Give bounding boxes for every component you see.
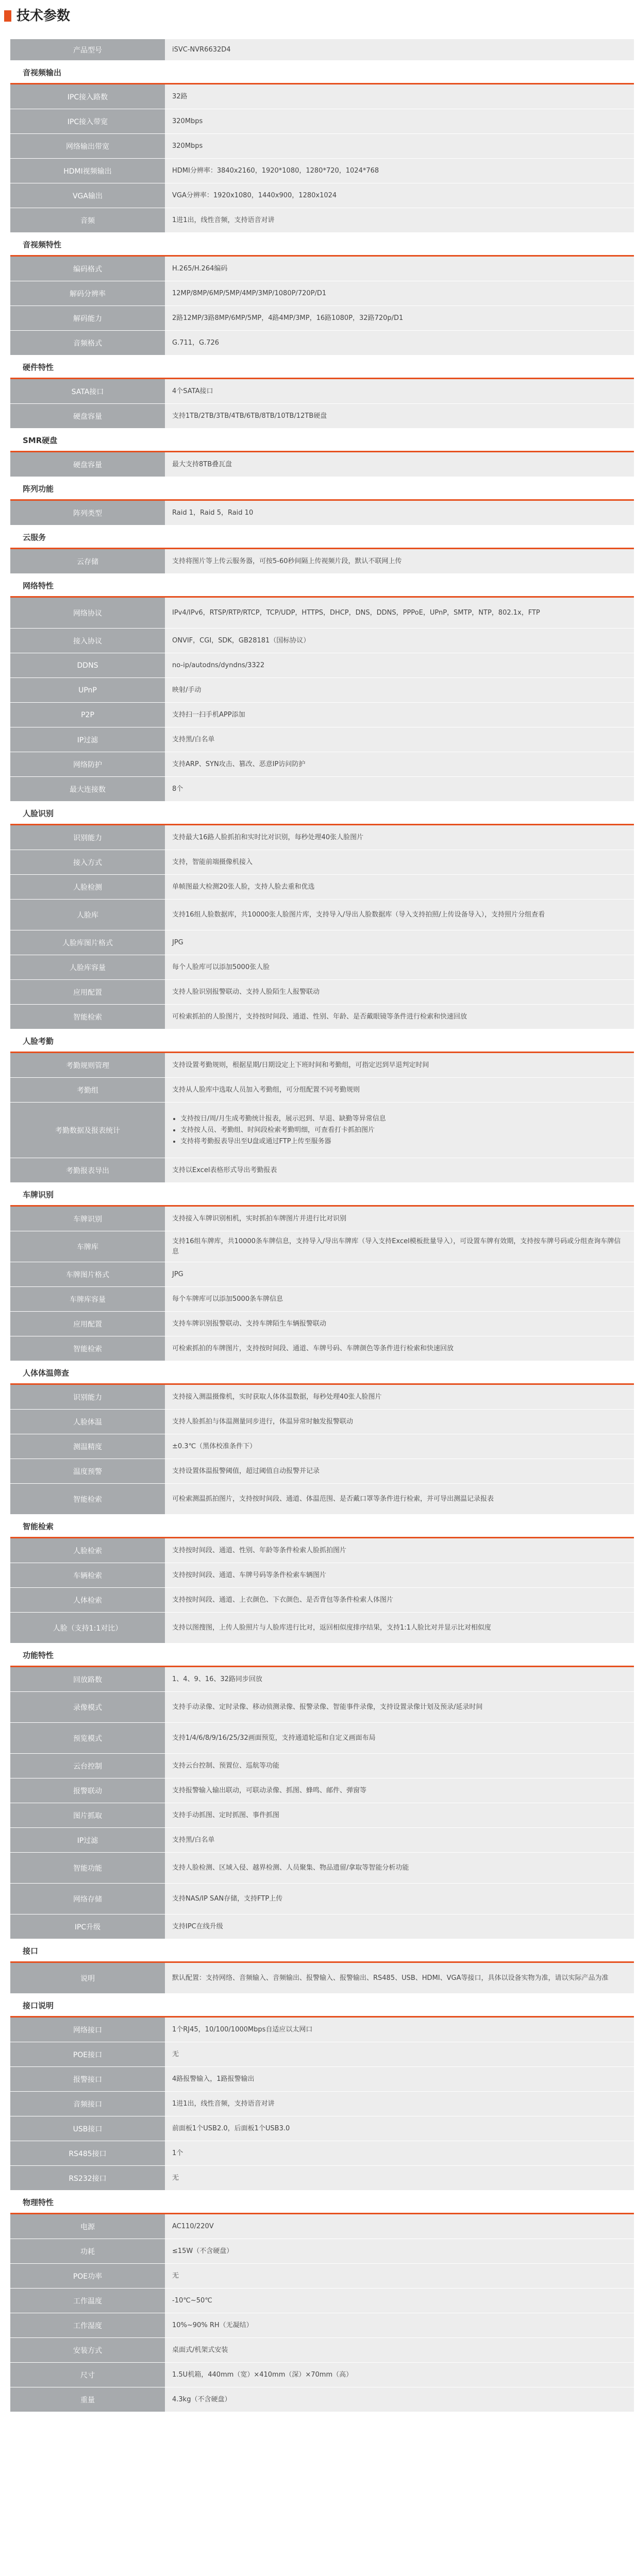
spec-value: 支持以Excel表格形式导出考勤报表 [165,1158,634,1182]
spec-value: 支持将图片等上传云服务器，可按5-60秒间隔上传视频片段，默认不联网上传 [165,549,634,573]
section-title: 接口 [10,1939,634,1963]
spec-label: 接入协议 [10,629,165,653]
spec-value: HDMI分辨率：3840x2160，1920*1080，1280*720，1024*768 [165,159,634,183]
spec-row [10,1207,634,1231]
spec-row [10,208,634,233]
spec-label: 人脸检索 [10,1538,165,1563]
spec-row [10,850,634,875]
spec-value: 1进1出，线性音频，支持语音对讲 [165,208,634,232]
spec-value: -10℃~50℃ [165,2289,634,2313]
spec-value: 每个车牌库可以添加5000条车牌信息 [165,1287,634,1311]
spec-row [10,1053,634,1078]
spec-row [10,159,634,183]
spec-label: 安装方式 [10,2338,165,2362]
spec-label: 音频 [10,208,165,232]
spec-label: 人脸库 [10,900,165,930]
spec-value: 支持16组人脸数据库，共10000张人脸图片库，支持导入/导出人脸数据库（导入支持拍照/上传设备导入），支持照片分组查看 [165,900,634,930]
spec-label: 考勤数据及报表统计 [10,1103,165,1158]
spec-label: 人体检索 [10,1588,165,1612]
spec-label: 重量 [10,2387,165,2412]
spec-label: 编码格式 [10,257,165,281]
spec-label: 阵列类型 [10,501,165,525]
spec-label: 车牌库 [10,1231,165,1262]
spec-row [10,134,634,159]
spec-value: 4.3kg（不含硬盘） [165,2387,634,2412]
spec-value: 每个人脸库可以添加5000张人脸 [165,955,634,979]
spec-label: 尺寸 [10,2363,165,2387]
spec-row [10,2116,634,2141]
spec-row [10,2018,634,2042]
spec-label: 云台控制 [10,1754,165,1778]
spec-section [10,1939,634,1994]
spec-section [10,1361,634,1515]
spec-value: 可检索抓拍的人脸图片，支持按时间段、通道、性别、年龄、是否戴眼镜等条件进行检索和快速回放 [165,1005,634,1029]
spec-label: IP过滤 [10,1828,165,1852]
spec-value: ≤15W（不含硬盘） [165,2239,634,2263]
spec-label: 人脸库容量 [10,955,165,979]
spec-label: 工作温度 [10,2289,165,2313]
section-title: 阵列功能 [10,477,634,501]
spec-label: 最大连接数 [10,777,165,801]
spec-value: 支持按时间段、通道、上衣颜色、下衣颜色、是否背包等条件检索人体图片 [165,1588,634,1612]
spec-value-list [172,1113,386,1148]
spec-value: 32路 [165,84,634,109]
spec-value: 支持黑/白名单 [165,1828,634,1852]
spec-row [10,930,634,955]
spec-label: 应用配置 [10,1312,165,1336]
spec-value: 支持接入车牌识别相机，实时抓拍车牌图片并进行比对识别 [165,1207,634,1231]
section-title: SMR硬盘 [10,429,634,452]
spec-value: 桌面式/机架式安装 [165,2338,634,2362]
spec-value: 支持云台控制、预置位、巡航等功能 [165,1754,634,1778]
spec-row [10,1459,634,1484]
spec-value: 无 [165,2042,634,2066]
spec-value: G.711，G.726 [165,331,634,355]
spec-label: 考勤规则管理 [10,1053,165,1077]
spec-label: 车辆检索 [10,1563,165,1587]
spec-section [10,1183,634,1361]
spec-label: 图片抓取 [10,1803,165,1827]
spec-row [10,257,634,281]
spec-row [10,1103,634,1158]
spec-value: Raid 1，Raid 5，Raid 10 [165,501,634,525]
spec-label: POE接口 [10,2042,165,2066]
spec-row [10,900,634,930]
spec-label: 智能检索 [10,1005,165,1029]
spec-row [10,452,634,477]
spec-label: IPC升级 [10,1914,165,1939]
spec-label: 预览模式 [10,1723,165,1753]
spec-label: 考勤报表导出 [10,1158,165,1182]
spec-row [10,2092,634,2116]
spec-row [10,1484,634,1515]
spec-value: 10%~90% RH（无凝结） [165,2313,634,2337]
spec-row [10,2067,634,2092]
spec-row [10,1613,634,1643]
page-title-bar [0,0,636,29]
spec-value: 1个 [165,2141,634,2165]
spec-value: 支持接入测温摄像机，实时获取人体体温数据，每秒处理40张人脸图片 [165,1385,634,1409]
spec-label: 云存储 [10,549,165,573]
spec-label: 测温精度 [10,1434,165,1459]
spec-row [10,752,634,777]
spec-section [10,355,634,429]
spec-value: 支持，智能前端摄像机接入 [165,850,634,874]
spec-label: RS485接口 [10,2141,165,2165]
spec-row [10,703,634,727]
spec-label: 回放路数 [10,1667,165,1691]
spec-row [10,1803,634,1828]
spec-value: 支持1TB/2TB/3TB/4TB/6TB/8TB/10TB/12TB硬盘 [165,404,634,428]
spec-label: 智能检索 [10,1484,165,1514]
spec-value: AC110/220V [165,2214,634,2239]
spec-label: 智能功能 [10,1853,165,1883]
spec-value: 无 [165,2166,634,2190]
spec-label: 应用配置 [10,980,165,1004]
spec-row [10,2289,634,2313]
spec-section [10,1515,634,1643]
spec-row [10,1262,634,1287]
spec-value: 支持按时间段、通道、性别、年龄等条件检索人脸抓拍图片 [165,1538,634,1563]
spec-label: UPnP [10,678,165,702]
spec-label: DDNS [10,653,165,677]
spec-value: 支持设置体温报警阈值，超过阈值自动报警并记录 [165,1459,634,1483]
spec-row [10,1410,634,1434]
spec-row [10,1005,634,1029]
section-title: 音视频输出 [10,61,634,84]
spec-label: 接入方式 [10,850,165,874]
spec-value: 320Mbps [165,134,634,158]
spec-label: 人脸体温 [10,1410,165,1434]
spec-section [10,39,634,61]
spec-label: POE功率 [10,2264,165,2288]
spec-value: ONVIF，CGI，SDK，GB28181（国标协议） [165,629,634,653]
spec-row [10,727,634,752]
spec-row [10,109,634,134]
spec-section [10,233,634,355]
spec-value: 2路12MP/3路8MP/6MP/5MP，4路4MP/3MP，16路1080P，32路720p/D1 [165,306,634,330]
spec-value: 支持从人脸库中选取人员加入考勤组，可分组配置不同考勤规则 [165,1078,634,1102]
spec-row [10,2239,634,2264]
spec-value: 4路报警输入，1路报警输出 [165,2067,634,2091]
spec-row [10,2313,634,2338]
spec-label: SATA接口 [10,379,165,403]
section-title: 接口说明 [10,1994,634,2018]
spec-label: 解码能力 [10,306,165,330]
spec-row [10,1434,634,1459]
section-title: 硬件特性 [10,355,634,379]
spec-label: 硬盘容量 [10,404,165,428]
spec-row [10,2363,634,2387]
section-title: 网络特性 [10,574,634,598]
spec-row [10,980,634,1005]
spec-row [10,2387,634,2412]
spec-value: 可检索抓拍的车牌图片，支持按时间段、通道、车牌号码、车牌颜色等条件进行检索和快速回放 [165,1336,634,1361]
spec-label: 识别能力 [10,825,165,850]
spec-label: 人脸（支持1:1对比） [10,1613,165,1643]
spec-row [10,955,634,980]
spec-table [10,39,634,2412]
section-title: 功能特性 [10,1643,634,1667]
spec-value: 支持IPC在线升级 [165,1914,634,1939]
spec-label: HDMI视频输出 [10,159,165,183]
spec-row [10,404,634,429]
spec-label: 人脸库图片格式 [10,930,165,955]
section-title: 人脸考勤 [10,1029,634,1053]
spec-row [10,1754,634,1778]
spec-section [10,429,634,477]
spec-label: 报警联动 [10,1778,165,1803]
spec-value: 无 [165,2264,634,2288]
spec-row [10,1231,634,1262]
spec-label: 音频接口 [10,2092,165,2116]
spec-label: 功耗 [10,2239,165,2263]
spec-value: 1、4、9、16、32路同步回放 [165,1667,634,1691]
spec-value: 支持设置考勤规则，根据星期/日期设定上下班时间和考勤组，可指定迟到早退判定时间 [165,1053,634,1077]
spec-label: 网络输出带宽 [10,134,165,158]
spec-value: 支持人脸识别报警联动、支持人脸陌生人报警联动 [165,980,634,1004]
spec-section [10,574,634,802]
spec-row [10,1336,634,1361]
spec-label: 考勤组 [10,1078,165,1102]
spec-row [10,331,634,355]
spec-row [10,501,634,526]
spec-row [10,379,634,404]
section-title: 智能检索 [10,1515,634,1538]
spec-row [10,825,634,850]
spec-value [165,1103,634,1158]
spec-label: 网络防护 [10,752,165,776]
spec-row [10,306,634,331]
spec-value: 4个SATA接口 [165,379,634,403]
spec-row [10,1778,634,1803]
spec-row [10,1287,634,1312]
spec-label: 智能检索 [10,1336,165,1361]
spec-value: 映射/手动 [165,678,634,702]
spec-row [10,1667,634,1692]
spec-label: 解码分辨率 [10,281,165,306]
spec-row [10,875,634,900]
spec-value: 1个RJ45，10/100/1000Mbps自适应以太网口 [165,2018,634,2042]
spec-value: 支持以图搜图，上传人脸照片与人脸库进行比对，返回相似度排序结果，支持1:1人脸比对并显示比对相似度 [165,1613,634,1643]
spec-value: no-ip/autodns/dyndns/3322 [165,653,634,677]
spec-label: 温度预警 [10,1459,165,1483]
spec-row [10,1312,634,1336]
spec-value: 支持人脸检测、区域入侵、越界检测、人员聚集、物品遗留/拿取等智能分析功能 [165,1853,634,1883]
spec-row [10,1158,634,1183]
spec-label: 网络协议 [10,598,165,628]
spec-value: 支持16组车牌库，共10000条车牌信息，支持导入/导出车牌库（导入支持Excel模板批量导入），可设置车牌有效期，支持按车牌号码或分组查询车牌信息 [165,1231,634,1262]
spec-row [10,39,634,61]
spec-value: 支持最大16路人脸抓拍和实时比对识别，每秒处理40张人脸图片 [165,825,634,850]
spec-section [10,1994,634,2191]
spec-label: 车牌库容量 [10,1287,165,1311]
spec-section [10,61,634,233]
spec-value: 12MP/8MP/6MP/5MP/4MP/3MP/1080P/720P/D1 [165,281,634,306]
spec-value: 最大支持8TB叠瓦盘 [165,452,634,477]
section-title: 云服务 [10,526,634,549]
spec-section [10,477,634,526]
section-title: 人体体温筛查 [10,1361,634,1385]
spec-row [10,183,634,208]
spec-section [10,1643,634,1939]
spec-value: JPG [165,1262,634,1286]
section-title: 人脸识别 [10,802,634,825]
spec-row [10,2042,634,2067]
spec-value: JPG [165,930,634,955]
spec-value: 支持NAS/IP SAN存储，支持FTP上传 [165,1884,634,1914]
spec-row [10,629,634,653]
spec-label: 车牌识别 [10,1207,165,1231]
spec-row [10,777,634,802]
spec-row [10,549,634,574]
spec-value: 支持手动抓图、定时抓图、事件抓图 [165,1803,634,1827]
spec-value: 支持黑/白名单 [165,727,634,752]
spec-row [10,1853,634,1884]
spec-label: VGA输出 [10,183,165,208]
spec-value: 支持手动录像、定时录像、移动侦测录像、报警录像、智能事件录像，支持设置录像计划及预录/延录时间 [165,1692,634,1722]
spec-value: 支持报警输入输出联动，可联动录像、抓图、蜂鸣、邮件、弹窗等 [165,1778,634,1803]
spec-label: 报警接口 [10,2067,165,2091]
spec-value-item: • 支持将考勤报表导出至U盘或通过FTP上传至服务器 [180,1137,386,1147]
spec-label: 产品型号 [10,39,165,60]
spec-row [10,2166,634,2191]
spec-section [10,802,634,1029]
spec-row [10,1538,634,1563]
spec-label: IPC接入带宽 [10,109,165,133]
spec-value: VGA分辨率：1920x1080，1440x900，1280x1024 [165,183,634,208]
spec-row [10,1884,634,1914]
spec-row [10,1963,634,1994]
spec-label: 电源 [10,2214,165,2239]
spec-value: 320Mbps [165,109,634,133]
spec-value: 可检索测温抓拍图片，支持按时间段、通道、体温范围、是否戴口罩等条件进行检索，并可导出测温记录报表 [165,1484,634,1514]
spec-label: P2P [10,703,165,727]
spec-row [10,598,634,629]
spec-row [10,653,634,678]
spec-label: 识别能力 [10,1385,165,1409]
spec-value: H.265/H.264编码 [165,257,634,281]
spec-value: ±0.3℃（黑体校准条件下） [165,1434,634,1459]
spec-row [10,2338,634,2363]
spec-section [10,2191,634,2412]
spec-row [10,1723,634,1754]
spec-section [10,526,634,574]
spec-label: 硬盘容量 [10,452,165,477]
spec-row [10,1385,634,1410]
spec-label: RS232接口 [10,2166,165,2190]
spec-label: USB接口 [10,2116,165,2141]
title-accent-bar [4,10,11,22]
spec-label: IPC接入路数 [10,84,165,109]
spec-value: iSVC-NVR6632D4 [165,39,634,60]
spec-value: 前面板1个USB2.0，后面板1个USB3.0 [165,2116,634,2141]
spec-row [10,1563,634,1588]
spec-value: 支持1/4/6/8/9/16/25/32画面预览，支持通道轮巡和自定义画面布局 [165,1723,634,1753]
spec-value: 支持ARP、SYN攻击、篡改、恶意IP访问防护 [165,752,634,776]
spec-value: 单帧图最大检测20张人脸，支持人脸去重和优选 [165,875,634,899]
spec-value: 1进1出，线性音频，支持语音对讲 [165,2092,634,2116]
spec-row [10,1588,634,1613]
spec-label: 音频格式 [10,331,165,355]
spec-row [10,2141,634,2166]
spec-row [10,2264,634,2289]
spec-row [10,678,634,703]
spec-row [10,1914,634,1939]
spec-label: 网络存储 [10,1884,165,1914]
spec-value: IPv4/IPv6，RTSP/RTP/RTCP，TCP/UDP，HTTPS，DHCP，DNS，DDNS，PPPoE，UPnP，SMTP，NTP，802.1x，FTP [165,598,634,628]
spec-row [10,281,634,306]
spec-value: 支持扫一扫手机APP添加 [165,703,634,727]
spec-value: 默认配置：支持网络、音频输入、音频输出、报警输入、报警输出、RS485、USB、HDMI、VGA等接口，具体以设备实物为准，请以实际产品为准 [165,1963,634,1993]
spec-label: 录像模式 [10,1692,165,1722]
spec-row [10,2214,634,2239]
spec-label: 人脸检测 [10,875,165,899]
page-title: 技术参数 [16,8,71,24]
spec-value: 支持车牌识别报警联动、支持车牌陌生车辆报警联动 [165,1312,634,1336]
spec-section [10,1029,634,1183]
spec-value-item: • 支持按日/周/月生成考勤统计报表，展示迟到、早退、缺勤等异常信息 [180,1114,386,1124]
spec-value: 支持人脸抓拍与体温测量同步进行，体温异常时触发报警联动 [165,1410,634,1434]
section-title: 音视频特性 [10,233,634,257]
spec-label: 车牌图片格式 [10,1262,165,1286]
spec-value-item: • 支持按人员、考勤组、时间段检索考勤明细，可查看打卡抓拍图片 [180,1125,386,1136]
section-title: 车牌识别 [10,1183,634,1207]
spec-label: 工作湿度 [10,2313,165,2337]
spec-value: 1.5U机箱，440mm（宽）×410mm（深）×70mm（高） [165,2363,634,2387]
section-title: 物理特性 [10,2191,634,2214]
spec-row [10,1828,634,1853]
spec-label: 网络接口 [10,2018,165,2042]
spec-label: 说明 [10,1963,165,1993]
spec-value: 支持按时间段、通道、车牌号码等条件检索车辆图片 [165,1563,634,1587]
spec-row [10,84,634,109]
spec-row [10,1078,634,1103]
spec-label: IP过滤 [10,727,165,752]
spec-row [10,1692,634,1723]
spec-value: 8个 [165,777,634,801]
